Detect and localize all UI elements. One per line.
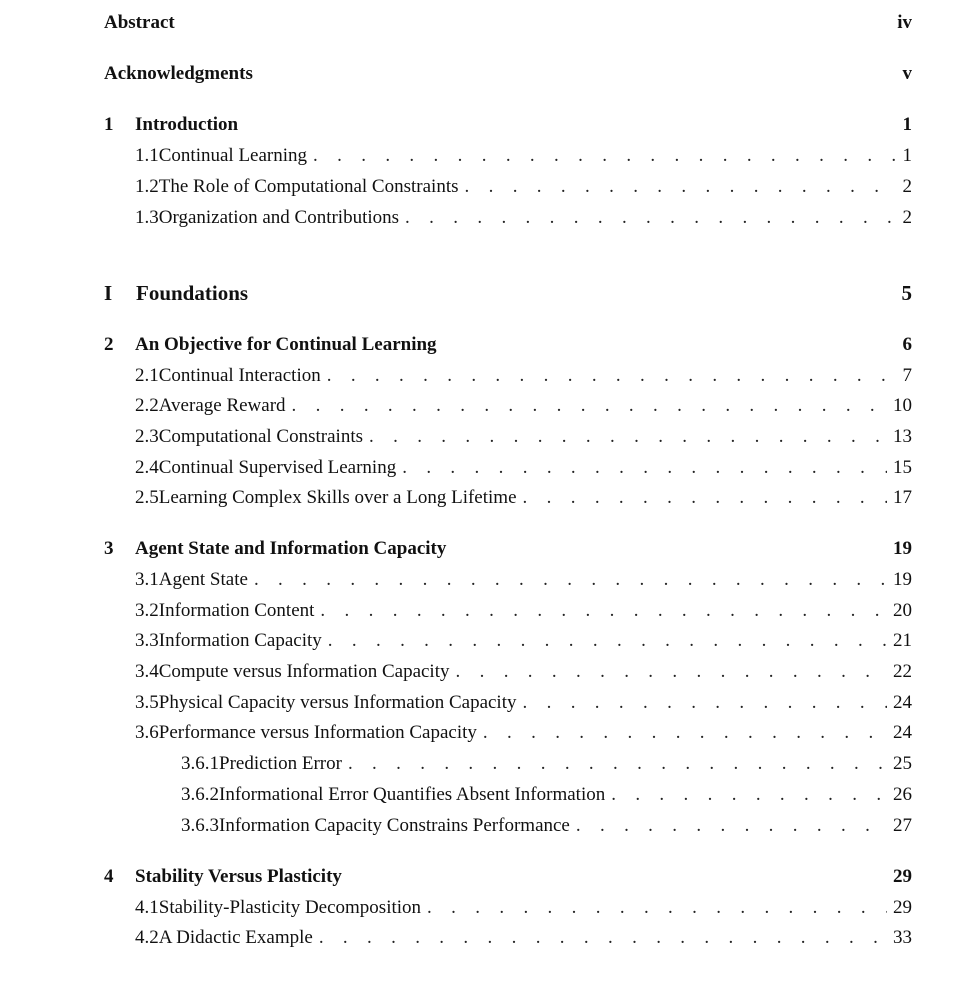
subsection-title: Informational Error Quantifies Absent Information bbox=[219, 784, 606, 805]
toc-section-3-3[interactable] bbox=[135, 630, 912, 654]
section-title: Stability-Plasticity Decomposition bbox=[158, 897, 422, 918]
subsection-number: 3.6.1 bbox=[181, 753, 219, 774]
toc-page-number: 27 bbox=[893, 815, 912, 836]
section-title: Organization and Contributions bbox=[158, 207, 400, 228]
toc-title: Acknowledgments bbox=[104, 63, 253, 84]
toc-page-number: 1 bbox=[902, 114, 912, 135]
toc-page-number: v bbox=[902, 63, 912, 84]
section-number: 3.4 bbox=[135, 661, 159, 682]
toc-page-number: 21 bbox=[893, 630, 912, 651]
toc-section-4-2[interactable] bbox=[135, 927, 912, 951]
toc-section-2-5[interactable] bbox=[135, 487, 912, 511]
dot-leader bbox=[465, 176, 897, 198]
subsection-title: Information Capacity Constrains Performance bbox=[219, 815, 570, 836]
subsection-number: 3.6.2 bbox=[181, 784, 219, 805]
toc-page-number: 17 bbox=[893, 487, 912, 508]
toc-page-number: 20 bbox=[893, 600, 912, 621]
toc-entry-abstract[interactable] bbox=[104, 12, 912, 36]
toc-section-2-3[interactable] bbox=[135, 426, 912, 450]
toc-page-number: 2 bbox=[902, 176, 912, 197]
toc-page-number: 29 bbox=[893, 866, 912, 887]
dot-leader bbox=[576, 815, 887, 837]
toc-part-1[interactable] bbox=[104, 281, 912, 305]
part-title: Foundations bbox=[136, 281, 249, 305]
section-number: 2.4 bbox=[135, 457, 159, 478]
chapter-number: 1 bbox=[104, 114, 114, 135]
subsection-title: Prediction Error bbox=[219, 753, 342, 774]
toc-chapter-3[interactable] bbox=[104, 538, 912, 562]
toc-section-2-2[interactable] bbox=[135, 395, 912, 419]
toc-title: Abstract bbox=[104, 12, 175, 33]
toc-page-number: 19 bbox=[893, 569, 912, 590]
dot-leader bbox=[328, 630, 887, 652]
dot-leader bbox=[369, 426, 887, 448]
chapter-title: An Objective for Continual Learning bbox=[135, 334, 437, 355]
section-number: 2.2 bbox=[135, 395, 159, 416]
toc-section-1-1[interactable] bbox=[135, 145, 912, 169]
section-title: Continual Interaction bbox=[158, 365, 321, 386]
toc-page-number: 6 bbox=[902, 334, 912, 355]
toc-page-number: 24 bbox=[893, 722, 912, 743]
toc-chapter-2[interactable] bbox=[104, 334, 912, 358]
section-number: 3.3 bbox=[135, 630, 159, 651]
toc-page-number: 5 bbox=[901, 281, 912, 305]
dot-leader bbox=[427, 897, 887, 919]
dot-leader bbox=[292, 395, 887, 417]
section-title: Average Reward bbox=[158, 395, 286, 416]
toc-section-2-1[interactable] bbox=[135, 365, 912, 389]
toc-section-2-4[interactable] bbox=[135, 457, 912, 481]
section-number: 3.2 bbox=[135, 600, 159, 621]
toc-page-number: 2 bbox=[902, 207, 912, 228]
chapter-number: 2 bbox=[104, 334, 114, 355]
toc-section-3-4[interactable] bbox=[135, 661, 912, 685]
section-title: Continual Supervised Learning bbox=[158, 457, 397, 478]
dot-leader bbox=[320, 600, 887, 622]
toc-page-number: 1 bbox=[902, 145, 912, 166]
chapter-number: 3 bbox=[104, 538, 114, 559]
dot-leader bbox=[313, 145, 896, 167]
toc-page-number: iv bbox=[897, 12, 912, 33]
toc-page-number: 7 bbox=[902, 365, 912, 386]
toc-page-number: 24 bbox=[893, 692, 912, 713]
toc-chapter-4[interactable] bbox=[104, 866, 912, 890]
section-title: Learning Complex Skills over a Long Lifetime bbox=[158, 487, 517, 508]
dot-leader bbox=[327, 365, 897, 387]
chapter-title: Stability Versus Plasticity bbox=[135, 866, 342, 887]
toc-page-number: 10 bbox=[893, 395, 912, 416]
section-title: Information Capacity bbox=[158, 630, 322, 651]
chapter-title: Introduction bbox=[135, 114, 239, 135]
toc-section-1-3[interactable] bbox=[135, 207, 912, 231]
section-title: Computational Constraints bbox=[158, 426, 363, 447]
dot-leader bbox=[348, 753, 887, 775]
section-number: 4.1 bbox=[135, 897, 159, 918]
dot-leader bbox=[319, 927, 887, 949]
toc-chapter-1[interactable] bbox=[104, 114, 912, 138]
section-number: 1.3 bbox=[135, 207, 159, 228]
toc-section-1-2[interactable] bbox=[135, 176, 912, 200]
toc-page-number: 15 bbox=[893, 457, 912, 478]
section-number: 2.1 bbox=[135, 365, 159, 386]
toc-entry-acknowledgments[interactable] bbox=[104, 63, 912, 87]
section-number: 1.1 bbox=[135, 145, 159, 166]
chapter-number: 4 bbox=[104, 866, 114, 887]
section-number: 3.6 bbox=[135, 722, 159, 743]
section-title: Physical Capacity versus Information Capacity bbox=[158, 692, 517, 713]
toc-section-3-1[interactable] bbox=[135, 569, 912, 593]
section-title: Agent State bbox=[158, 569, 248, 590]
section-title: Information Content bbox=[158, 600, 315, 621]
section-title: The Role of Computational Constraints bbox=[158, 176, 459, 197]
toc-section-3-5[interactable] bbox=[135, 692, 912, 716]
section-number: 2.3 bbox=[135, 426, 159, 447]
dot-leader bbox=[405, 207, 896, 229]
dot-leader bbox=[483, 722, 887, 744]
dot-leader bbox=[611, 784, 887, 806]
dot-leader bbox=[523, 487, 887, 509]
toc-page-number: 33 bbox=[893, 927, 912, 948]
section-title: Performance versus Information Capacity bbox=[158, 722, 477, 743]
toc-section-3-2[interactable] bbox=[135, 600, 912, 624]
dot-leader bbox=[254, 569, 887, 591]
toc-subsection-3-6-2[interactable] bbox=[181, 784, 912, 808]
section-title: Continual Learning bbox=[158, 145, 308, 166]
toc-subsection-3-6-3[interactable] bbox=[181, 815, 912, 839]
toc-page-number: 22 bbox=[893, 661, 912, 682]
section-title: A Didactic Example bbox=[158, 927, 313, 948]
subsection-number: 3.6.3 bbox=[181, 815, 219, 836]
toc-section-3-6[interactable] bbox=[135, 722, 912, 746]
chapter-title: Agent State and Information Capacity bbox=[135, 538, 447, 559]
toc-page-number: 26 bbox=[893, 784, 912, 805]
toc-subsection-3-6-1[interactable] bbox=[181, 753, 912, 777]
dot-leader bbox=[523, 692, 888, 714]
section-number: 2.5 bbox=[135, 487, 159, 508]
section-number: 3.1 bbox=[135, 569, 159, 590]
section-number: 4.2 bbox=[135, 927, 159, 948]
toc-page-number: 13 bbox=[893, 426, 912, 447]
dot-leader bbox=[402, 457, 887, 479]
toc-page-number: 29 bbox=[893, 897, 912, 918]
section-number: 3.5 bbox=[135, 692, 159, 713]
part-number: I bbox=[104, 281, 113, 305]
section-number: 1.2 bbox=[135, 176, 159, 197]
toc-section-4-1[interactable] bbox=[135, 897, 912, 921]
section-title: Compute versus Information Capacity bbox=[158, 661, 450, 682]
dot-leader bbox=[456, 661, 888, 683]
toc-page-number: 19 bbox=[893, 538, 912, 559]
toc-page-number: 25 bbox=[893, 753, 912, 774]
